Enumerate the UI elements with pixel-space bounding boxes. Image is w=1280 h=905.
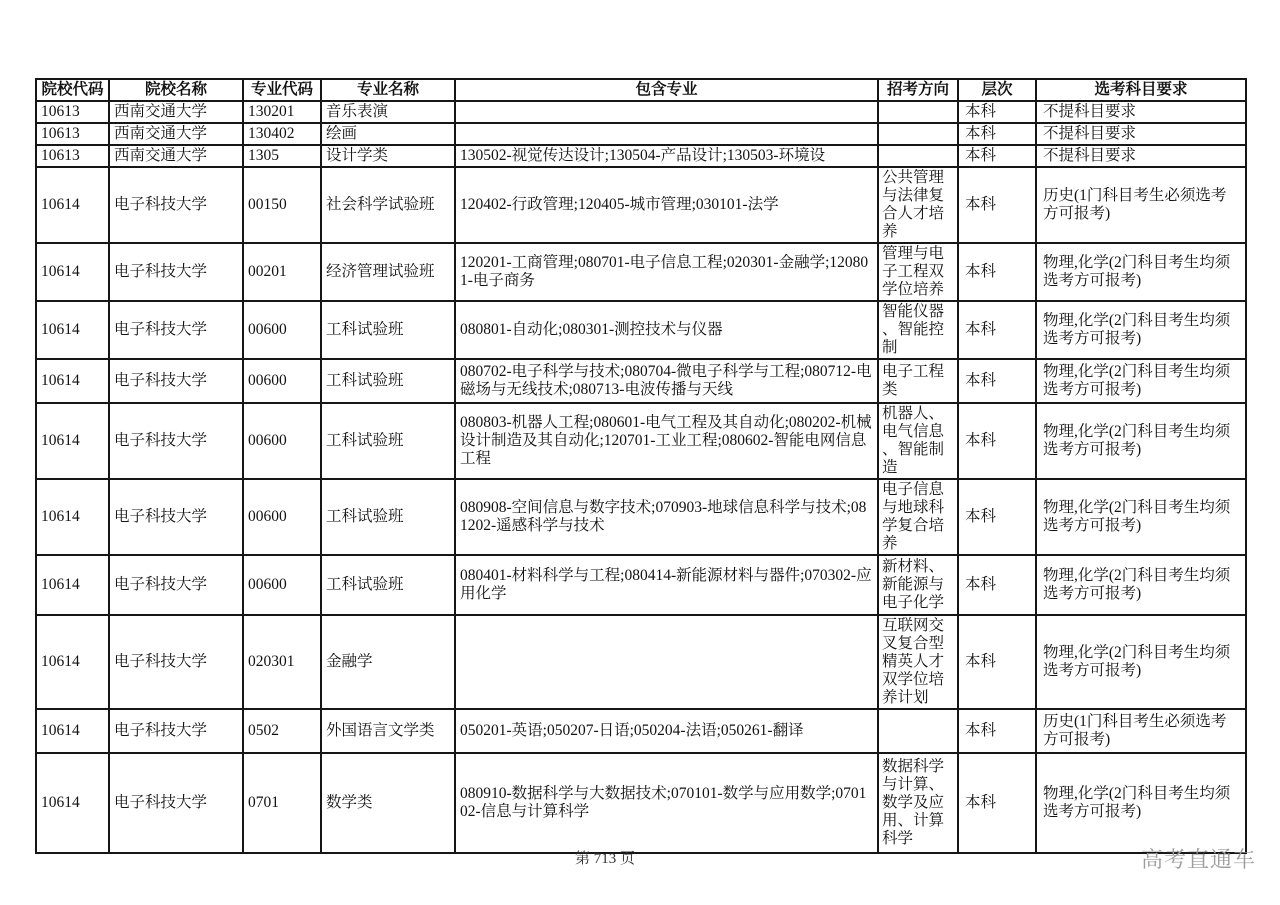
subject-requirements-cell: 不提科目要求 <box>1036 123 1246 145</box>
major-code-cell: 00600 <box>243 301 321 359</box>
institution-name-cell: 电子科技大学 <box>109 709 243 753</box>
institution-code-cell: 10613 <box>36 145 109 167</box>
major-code-cell: 00150 <box>243 167 321 243</box>
table-row <box>36 555 1246 615</box>
subject-requirements-cell: 物理,化学(2门科目考生均须选考方可报考) <box>1036 615 1246 709</box>
institution-name-cell: 电子科技大学 <box>109 479 243 555</box>
major-name-cell: 设计学类 <box>321 145 455 167</box>
col-header-major-name: 专业名称 <box>321 79 455 101</box>
col-header-recruit-direction: 招考方向 <box>878 79 958 101</box>
table-row <box>36 101 1246 123</box>
recruit-direction-cell: 电子工程类 <box>878 359 958 403</box>
subject-requirements-cell: 物理,化学(2门科目考生均须选考方可报考) <box>1036 359 1246 403</box>
included-majors-cell: 080401-材料科学与工程;080414-新能源材料与器件;070302-应用化学 <box>455 555 878 615</box>
table-row <box>36 615 1246 709</box>
level-cell: 本科 <box>958 101 1036 123</box>
level-cell: 本科 <box>958 301 1036 359</box>
major-name-cell: 工科试验班 <box>321 359 455 403</box>
col-header-level: 层次 <box>958 79 1036 101</box>
recruit-direction-cell: 管理与电子工程双学位培养 <box>878 243 958 301</box>
institution-code-cell: 10614 <box>36 301 109 359</box>
subject-requirements-cell: 物理,化学(2门科目考生均须选考方可报考) <box>1036 403 1246 479</box>
recruit-direction-cell <box>878 145 958 167</box>
recruit-direction-cell: 机器人、电气信息、智能制造 <box>878 403 958 479</box>
table-row <box>36 123 1246 145</box>
subject-requirements-cell: 物理,化学(2门科目考生均须选考方可报考) <box>1036 479 1246 555</box>
table-row <box>36 479 1246 555</box>
subject-requirements-cell: 物理,化学(2门科目考生均须选考方可报考) <box>1036 555 1246 615</box>
institution-name-cell: 西南交通大学 <box>109 123 243 145</box>
included-majors-cell: 130502-视觉传达设计;130504-产品设计;130503-环境设 <box>455 145 878 167</box>
institution-code-cell: 10613 <box>36 101 109 123</box>
recruit-direction-cell: 公共管理与法律复合人才培养 <box>878 167 958 243</box>
level-cell: 本科 <box>958 615 1036 709</box>
major-name-cell: 数学类 <box>321 753 455 853</box>
major-name-cell: 金融学 <box>321 615 455 709</box>
majors-table <box>35 78 1247 854</box>
table-row <box>36 753 1246 853</box>
institution-name-cell: 西南交通大学 <box>109 101 243 123</box>
table-row <box>36 243 1246 301</box>
level-cell: 本科 <box>958 555 1036 615</box>
major-name-cell: 工科试验班 <box>321 555 455 615</box>
institution-name-cell: 电子科技大学 <box>109 301 243 359</box>
included-majors-cell: 080801-自动化;080301-测控技术与仪器 <box>455 301 878 359</box>
subject-requirements-cell: 物理,化学(2门科目考生均须选考方可报考) <box>1036 301 1246 359</box>
institution-code-cell: 10613 <box>36 123 109 145</box>
institution-name-cell: 电子科技大学 <box>109 243 243 301</box>
col-header-institution-code: 院校代码 <box>36 79 109 101</box>
major-name-cell: 社会科学试验班 <box>321 167 455 243</box>
level-cell: 本科 <box>958 403 1036 479</box>
major-code-cell: 130201 <box>243 101 321 123</box>
recruit-direction-cell: 智能仪器、智能控制 <box>878 301 958 359</box>
major-name-cell: 绘画 <box>321 123 455 145</box>
recruit-direction-cell: 电子信息与地球科学复合培养 <box>878 479 958 555</box>
institution-code-cell: 10614 <box>36 753 109 853</box>
col-header-institution-name: 院校名称 <box>109 79 243 101</box>
level-cell: 本科 <box>958 479 1036 555</box>
level-cell: 本科 <box>958 709 1036 753</box>
institution-code-cell: 10614 <box>36 615 109 709</box>
table-row <box>36 709 1246 753</box>
level-cell: 本科 <box>958 145 1036 167</box>
major-code-cell: 0701 <box>243 753 321 853</box>
subject-requirements-cell: 物理,化学(2门科目考生均须选考方可报考) <box>1036 753 1246 853</box>
included-majors-cell <box>455 123 878 145</box>
institution-code-cell: 10614 <box>36 403 109 479</box>
subject-requirements-cell: 不提科目要求 <box>1036 145 1246 167</box>
included-majors-cell <box>455 101 878 123</box>
institution-name-cell: 电子科技大学 <box>109 615 243 709</box>
table-row <box>36 301 1246 359</box>
table-row <box>36 403 1246 479</box>
recruit-direction-cell: 互联网交叉复合型精英人才双学位培养计划 <box>878 615 958 709</box>
recruit-direction-cell <box>878 709 958 753</box>
major-code-cell: 130402 <box>243 123 321 145</box>
major-name-cell: 工科试验班 <box>321 479 455 555</box>
major-name-cell: 工科试验班 <box>321 301 455 359</box>
subject-requirements-cell: 历史(1门科目考生必须选考方可报考) <box>1036 709 1246 753</box>
major-code-cell: 0502 <box>243 709 321 753</box>
level-cell: 本科 <box>958 123 1036 145</box>
major-name-cell: 工科试验班 <box>321 403 455 479</box>
subject-requirements-cell: 物理,化学(2门科目考生均须选考方可报考) <box>1036 243 1246 301</box>
level-cell: 本科 <box>958 243 1036 301</box>
institution-code-cell: 10614 <box>36 359 109 403</box>
table-row <box>36 167 1246 243</box>
recruit-direction-cell <box>878 123 958 145</box>
major-name-cell: 音乐表演 <box>321 101 455 123</box>
major-code-cell: 00600 <box>243 359 321 403</box>
major-code-cell: 00600 <box>243 555 321 615</box>
major-name-cell: 外国语言文学类 <box>321 709 455 753</box>
included-majors-cell: 120402-行政管理;120405-城市管理;030101-法学 <box>455 167 878 243</box>
included-majors-cell: 050201-英语;050207-日语;050204-法语;050261-翻译 <box>455 709 878 753</box>
institution-name-cell: 电子科技大学 <box>109 403 243 479</box>
institution-code-cell: 10614 <box>36 167 109 243</box>
header-row <box>36 79 1246 101</box>
institution-code-cell: 10614 <box>36 479 109 555</box>
major-code-cell: 020301 <box>243 615 321 709</box>
table-row <box>36 359 1246 403</box>
institution-name-cell: 电子科技大学 <box>109 555 243 615</box>
recruit-direction-cell: 新材料、新能源与电子化学 <box>878 555 958 615</box>
included-majors-cell: 080803-机器人工程;080601-电气工程及其自动化;080202-机械设计制造及其自动化;120701-工业工程;080602-智能电网信息工程 <box>455 403 878 479</box>
subject-requirements-cell: 历史(1门科目考生必须选考方可报考) <box>1036 167 1246 243</box>
subject-requirements-cell: 不提科目要求 <box>1036 101 1246 123</box>
col-header-included-majors: 包含专业 <box>455 79 878 101</box>
included-majors-cell: 080908-空间信息与数字技术;070903-地球信息科学与技术;081202-遥感科学与技术 <box>455 479 878 555</box>
page-number: 第 713 页 <box>574 851 635 867</box>
watermark-text: 高考直通车 <box>1140 847 1256 872</box>
included-majors-cell: 120201-工商管理;080701-电子信息工程;020301-金融学;120801-电子商务 <box>455 243 878 301</box>
recruit-direction-cell <box>878 101 958 123</box>
major-code-cell: 00600 <box>243 479 321 555</box>
institution-code-cell: 10614 <box>36 709 109 753</box>
institution-name-cell: 电子科技大学 <box>109 359 243 403</box>
major-code-cell: 00201 <box>243 243 321 301</box>
col-header-major-code: 专业代码 <box>243 79 321 101</box>
col-header-subject-requirements: 选考科目要求 <box>1036 79 1246 101</box>
table-row <box>36 145 1246 167</box>
institution-name-cell: 西南交通大学 <box>109 145 243 167</box>
major-name-cell: 经济管理试验班 <box>321 243 455 301</box>
level-cell: 本科 <box>958 753 1036 853</box>
level-cell: 本科 <box>958 359 1036 403</box>
recruit-direction-cell: 数据科学与计算、数学及应用、计算科学 <box>878 753 958 853</box>
included-majors-cell: 080702-电子科学与技术;080704-微电子科学与工程;080712-电磁场与无线技术;080713-电波传播与天线 <box>455 359 878 403</box>
included-majors-cell <box>455 615 878 709</box>
institution-code-cell: 10614 <box>36 243 109 301</box>
institution-name-cell: 电子科技大学 <box>109 753 243 853</box>
level-cell: 本科 <box>958 167 1036 243</box>
major-code-cell: 00600 <box>243 403 321 479</box>
institution-name-cell: 电子科技大学 <box>109 167 243 243</box>
major-code-cell: 1305 <box>243 145 321 167</box>
institution-code-cell: 10614 <box>36 555 109 615</box>
included-majors-cell: 080910-数据科学与大数据技术;070101-数学与应用数学;070102-信息与计算科学 <box>455 753 878 853</box>
